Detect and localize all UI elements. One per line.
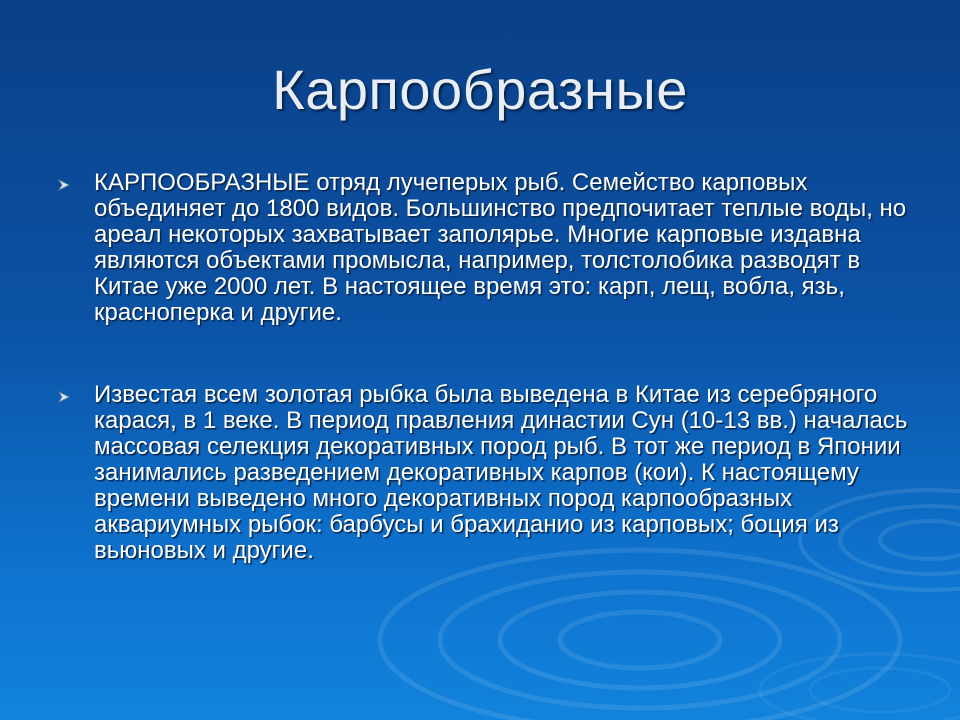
bullet-text: КАРПООБРАЗНЫЕ отряд лучеперых рыб. Семейство карповых объединяет до 1800 видов. Большинство предпочитает теплые воды, но ареал некоторых захватывает заполярье. Многие карповые издавна являются объектами промысла, например, толстолобика разводят в Китае уже 2000 лет. В настоящее время это: карп, лещ, вобла, язь, красноперка и другие. (94, 169, 907, 326)
slide-title: Карпообразные (272, 58, 688, 121)
bullet-list (58, 170, 908, 564)
bullet-text: Известая всем золотая рыбка была выведена в Китае из серебряного карася, в 1 веке. В период правления династии Сун (10-13 вв.) началась массовая селекция декоративных пород рыб. В тот же период в Японии занимались разведением декоративных карпов (кои). К настоящему времени выведено много декоративных пород карпообразных аквариумных рыбок: барбусы и брахиданио из карповых; боция из вьюновых и другие. (94, 381, 908, 564)
arrow-bullet-icon (58, 391, 70, 403)
arrow-bullet-icon (58, 179, 70, 191)
bullet-item (58, 382, 908, 564)
bullet-item (58, 170, 908, 326)
